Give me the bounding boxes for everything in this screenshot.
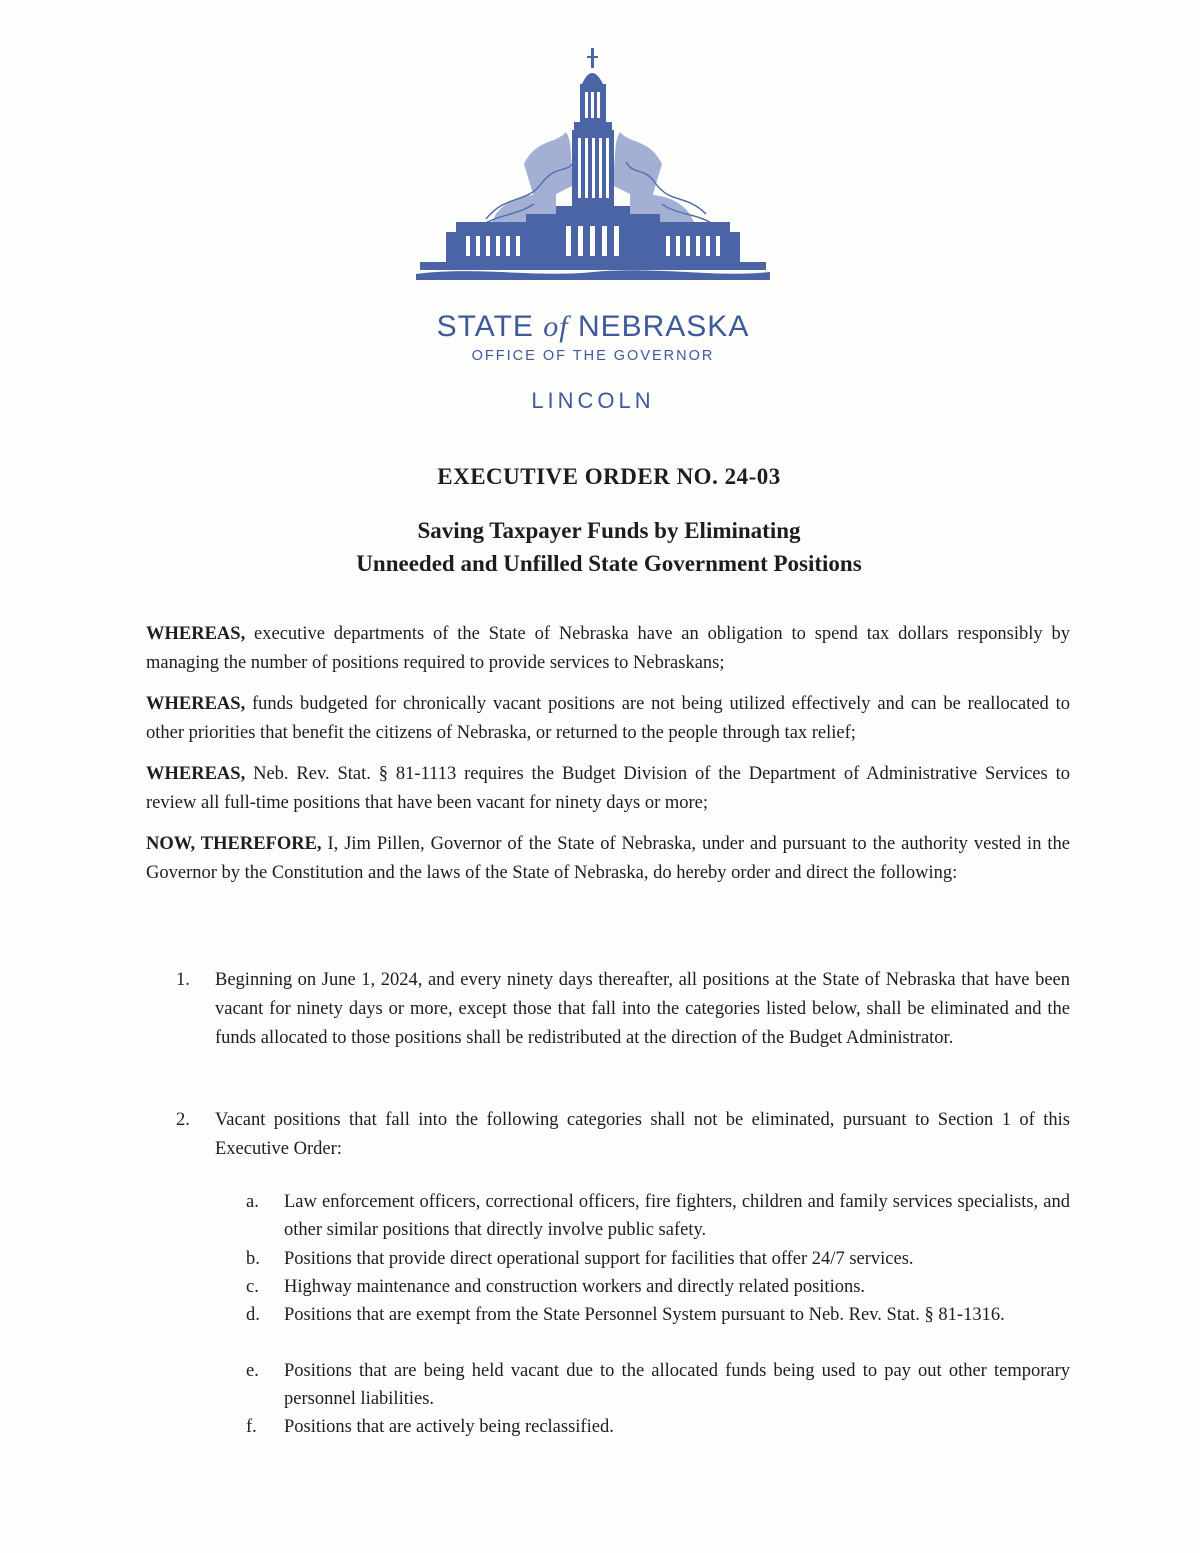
- order-subtitle: [0, 514, 1200, 580]
- section-text: Vacant positions that fall into the following categories shall not be eliminated, pursuant to Section 1 of this Executive Order:: [215, 1110, 1070, 1159]
- subtitle-line-1: Saving Taxpayer Funds by Eliminating: [417, 518, 801, 543]
- section-text: Beginning on June 1, 2024, and every ninety days thereafter, all positions at the State of Nebraska that have been vacant for ninety days or more, except those that fall into the categories listed below, shall be eliminated and the funds allocated to those positions shall be redistributed at the direction of the Budget Administrator.: [215, 970, 1070, 1048]
- state-of: of: [543, 310, 569, 343]
- exemption-text: Law enforcement officers, correctional officers, fire fighters, children and family services specialists, and other similar positions that directly involve public safety.: [284, 1192, 1070, 1240]
- exemption-text: Positions that are exempt from the State Personnel System pursuant to Neb. Rev. Stat. § 81-1316.: [284, 1305, 1005, 1325]
- city-name: LINCOLN: [531, 388, 655, 413]
- exemption-letter: a.: [246, 1192, 259, 1212]
- recital-text: executive departments of the State of Nebraska have an obligation to spend tax dollars responsibly by managing the number of positions required to provide services to Nebraskans;: [146, 624, 1070, 673]
- state-title: [0, 308, 1186, 346]
- recital-text: funds budgeted for chronically vacant positions are not being utilized effectively and can be reallocated to other priorities that benefit the citizens of Nebraska, or returned to the people through tax relief;: [146, 694, 1070, 743]
- exemption-letter: f.: [246, 1417, 257, 1437]
- exemption-text: Highway maintenance and construction workers and directly related positions.: [284, 1277, 866, 1297]
- section-number: 1.: [176, 970, 190, 990]
- order-title: EXECUTIVE ORDER NO. 24-03: [437, 464, 781, 489]
- exemption-text: Positions that provide direct operational support for facilities that offer 24/7 services.: [284, 1249, 914, 1269]
- recital-lead: NOW, THEREFORE,: [146, 834, 322, 854]
- recital-text: I, Jim Pillen, Governor of the State of Nebraska, under and pursuant to the authority vested in the Governor by the Constitution and the laws of the State of Nebraska, do hereby order and direct the following:: [146, 834, 1070, 883]
- recital-paragraph: [146, 760, 1070, 818]
- recital-text: Neb. Rev. Stat. § 81-1113 requires the Budget Division of the Department of Administrative Services to review all full-time positions that have been vacant for ninety days or more;: [146, 764, 1070, 813]
- recital-paragraph: [146, 830, 1070, 888]
- office-name: OFFICE OF THE GOVERNOR: [471, 348, 715, 364]
- exemption-letter: d.: [246, 1305, 260, 1325]
- exemption-letter: b.: [246, 1249, 260, 1269]
- subtitle-line-2: Unneeded and Unfilled State Government Positions: [356, 551, 862, 576]
- section-number: 2.: [176, 1110, 190, 1130]
- exemption-text: Positions that are being held vacant due to the allocated funds being used to pay out other temporary personnel liabilities.: [284, 1361, 1070, 1409]
- recitals: [146, 620, 1070, 900]
- exemption-text: Positions that are actively being reclassified.: [284, 1417, 614, 1437]
- recital-paragraph: [146, 620, 1070, 678]
- capitol-building-icon: [416, 44, 770, 284]
- recital-lead: WHEREAS,: [146, 624, 246, 644]
- recital-lead: WHEREAS,: [146, 764, 246, 784]
- letterhead: [0, 308, 1186, 414]
- state-name: NEBRASKA: [577, 310, 750, 343]
- recital-lead: WHEREAS,: [146, 694, 246, 714]
- exemption-letter: c.: [246, 1277, 259, 1297]
- exemption-letter: e.: [246, 1361, 259, 1381]
- state-prefix: STATE: [436, 310, 534, 343]
- recital-paragraph: [146, 690, 1070, 748]
